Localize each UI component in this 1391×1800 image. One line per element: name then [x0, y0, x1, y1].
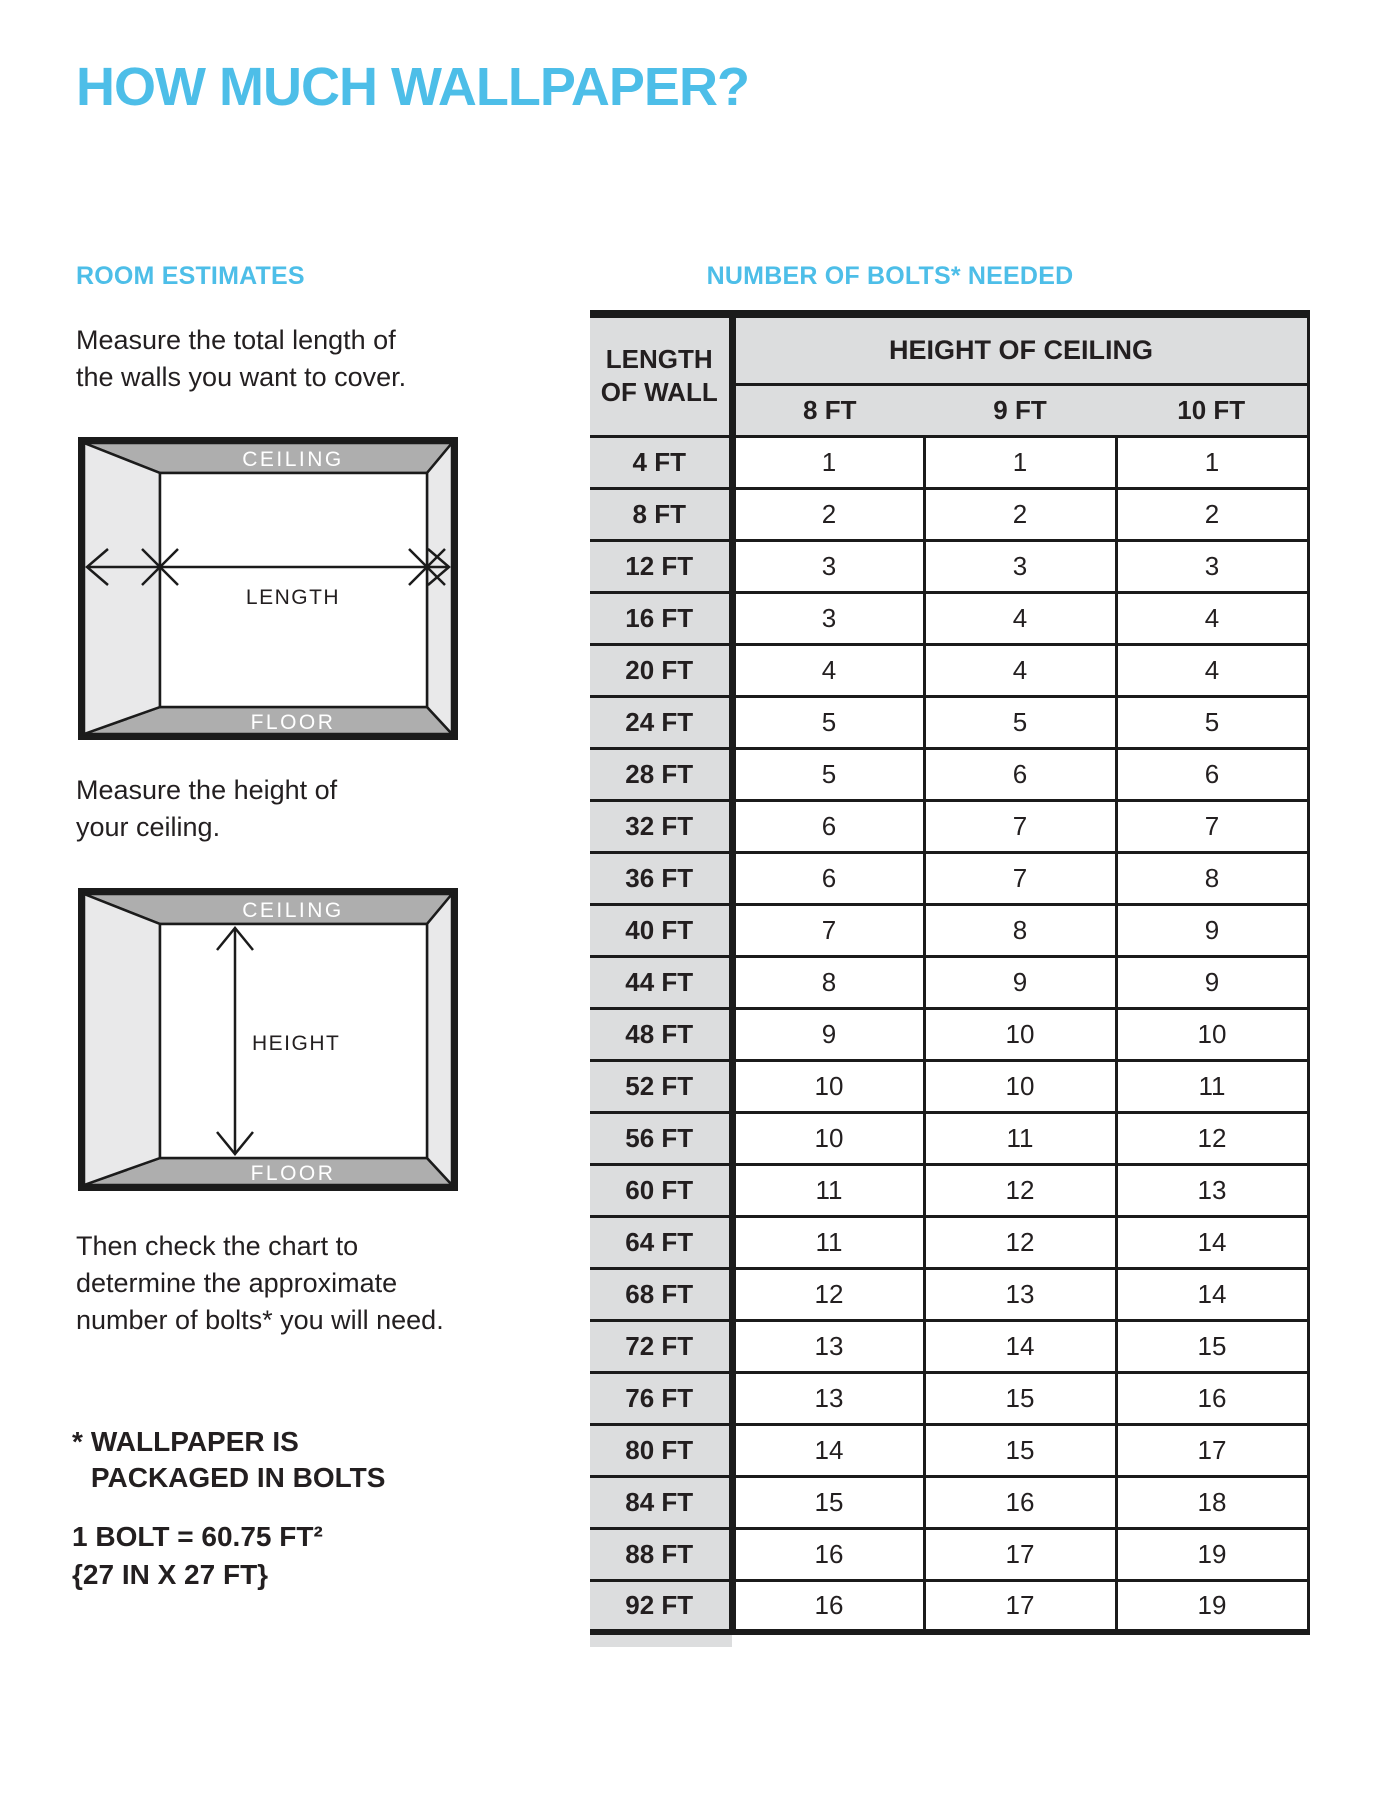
table-row — [590, 1528, 1308, 1580]
table-row — [590, 1424, 1308, 1476]
bolt-size-info — [72, 1518, 323, 1594]
table-row — [590, 1372, 1308, 1424]
table-row — [590, 904, 1308, 956]
bolt-count-cell: 12 — [732, 1268, 924, 1320]
section-heading-bolts-needed: NUMBER OF BOLTS* NEEDED — [706, 262, 1074, 290]
table-row — [590, 800, 1308, 852]
instruction-measure-length — [76, 322, 406, 396]
table-row — [590, 748, 1308, 800]
room-length-diagram — [78, 437, 458, 745]
wall-length-label: 88 FT — [590, 1528, 732, 1580]
bolt-count-cell: 6 — [732, 852, 924, 904]
bolt-count-cell: 12 — [924, 1164, 1116, 1216]
asterisk: * — [72, 1426, 83, 1457]
table-row — [590, 1580, 1308, 1632]
text-line: the walls you want to cover. — [76, 362, 407, 392]
wall-length-label: 60 FT — [590, 1164, 732, 1216]
table-row — [590, 1164, 1308, 1216]
table-row — [590, 540, 1308, 592]
wall-length-label: 44 FT — [590, 956, 732, 1008]
bolt-count-cell: 10 — [924, 1008, 1116, 1060]
bolt-count-cell: 2 — [1116, 488, 1308, 540]
bolt-count-cell: 6 — [924, 748, 1116, 800]
bolt-count-cell: 4 — [924, 592, 1116, 644]
bolt-count-cell: 13 — [924, 1268, 1116, 1320]
bolt-count-cell: 1 — [1116, 436, 1308, 488]
table-row — [590, 1112, 1308, 1164]
wall-length-label: 48 FT — [590, 1008, 732, 1060]
height-label: HEIGHT — [252, 1032, 341, 1055]
text-line: number of bolts* you will need. — [76, 1305, 444, 1335]
bolt-count-cell: 17 — [924, 1528, 1116, 1580]
ceiling-label: CEILING — [242, 899, 344, 922]
room-height-illustration — [78, 888, 458, 1191]
wall-length-label: 40 FT — [590, 904, 732, 956]
bolt-count-cell: 11 — [1116, 1060, 1308, 1112]
bolt-count-cell: 3 — [732, 540, 924, 592]
bolt-count-cell: 5 — [732, 696, 924, 748]
bolt-count-cell: 7 — [732, 904, 924, 956]
bolt-count-cell: 4 — [1116, 644, 1308, 696]
floor-label: FLOOR — [250, 1162, 336, 1185]
wall-length-label: 16 FT — [590, 592, 732, 644]
table-row — [590, 488, 1308, 540]
col-header-10ft: 10 FT — [1116, 384, 1308, 436]
bolt-count-cell: 5 — [1116, 696, 1308, 748]
wall-length-label: 80 FT — [590, 1424, 732, 1476]
bolt-count-cell: 7 — [1116, 800, 1308, 852]
table-row — [590, 1476, 1308, 1528]
bolt-count-cell: 16 — [732, 1528, 924, 1580]
bolt-count-cell: 3 — [924, 540, 1116, 592]
table-row — [590, 592, 1308, 644]
bolt-count-cell: 16 — [1116, 1372, 1308, 1424]
bolt-count-cell: 3 — [1116, 540, 1308, 592]
bolt-count-cell: 17 — [1116, 1424, 1308, 1476]
bolt-count-cell: 15 — [1116, 1320, 1308, 1372]
bolt-count-cell: 1 — [732, 436, 924, 488]
bolt-count-cell: 5 — [732, 748, 924, 800]
bolt-count-cell: 10 — [924, 1060, 1116, 1112]
bolt-count-cell: 18 — [1116, 1476, 1308, 1528]
table-row — [590, 852, 1308, 904]
wall-length-label: 8 FT — [590, 488, 732, 540]
text-line: your ceiling. — [76, 812, 221, 842]
bolt-count-cell: 8 — [924, 904, 1116, 956]
bolt-count-cell: 4 — [732, 644, 924, 696]
bolts-footnote — [72, 1424, 385, 1496]
ceiling-label: CEILING — [242, 448, 344, 471]
bolt-count-cell: 9 — [1116, 904, 1308, 956]
bolt-count-cell: 8 — [732, 956, 924, 1008]
bolt-count-cell: 9 — [732, 1008, 924, 1060]
wall-length-label: 32 FT — [590, 800, 732, 852]
bolt-count-cell: 1 — [924, 436, 1116, 488]
bolt-count-cell: 4 — [1116, 592, 1308, 644]
footnote-line: PACKAGED IN BOLTS — [90, 1462, 386, 1493]
header-line: OF WALL — [600, 377, 718, 408]
table-left-column-stub — [590, 1635, 732, 1647]
bolts-table-container — [590, 310, 1310, 1647]
bolt-count-cell: 5 — [924, 696, 1116, 748]
bolt-count-cell: 2 — [732, 488, 924, 540]
bolt-count-cell: 15 — [924, 1424, 1116, 1476]
bolt-count-cell: 3 — [732, 592, 924, 644]
bolt-count-cell: 6 — [1116, 748, 1308, 800]
header-line: LENGTH — [605, 344, 713, 375]
wall-length-label: 24 FT — [590, 696, 732, 748]
text-line: Measure the height of — [76, 775, 338, 805]
col-header-length-of-wall — [590, 314, 732, 436]
wall-length-label: 28 FT — [590, 748, 732, 800]
table-row — [590, 1216, 1308, 1268]
text-line: Measure the total length of — [76, 325, 396, 355]
bolt-count-cell: 17 — [924, 1580, 1116, 1632]
room-height-diagram — [78, 888, 458, 1196]
wall-length-label: 84 FT — [590, 1476, 732, 1528]
bolt-count-cell: 14 — [732, 1424, 924, 1476]
table-row — [590, 956, 1308, 1008]
bolt-count-cell: 11 — [924, 1112, 1116, 1164]
right-wall-surface — [427, 894, 452, 1185]
wall-length-label: 72 FT — [590, 1320, 732, 1372]
col-header-8ft: 8 FT — [732, 384, 924, 436]
bolt-count-cell: 12 — [1116, 1112, 1308, 1164]
wall-length-label: 76 FT — [590, 1372, 732, 1424]
table-row — [590, 1060, 1308, 1112]
instruction-measure-height — [76, 772, 337, 846]
bolt-count-cell: 16 — [732, 1580, 924, 1632]
bolt-count-cell: 7 — [924, 800, 1116, 852]
bolt-count-cell: 14 — [924, 1320, 1116, 1372]
bolt-count-cell: 16 — [924, 1476, 1116, 1528]
table-row — [590, 644, 1308, 696]
left-wall-surface — [84, 443, 160, 734]
left-wall-surface — [84, 894, 160, 1185]
text-line: determine the approximate — [76, 1268, 398, 1298]
table-row — [590, 696, 1308, 748]
bolt-count-cell: 10 — [732, 1060, 924, 1112]
wall-length-label: 12 FT — [590, 540, 732, 592]
wall-length-label: 20 FT — [590, 644, 732, 696]
bolt-count-cell: 10 — [732, 1112, 924, 1164]
col-group-header-height-of-ceiling: HEIGHT OF CEILING — [732, 314, 1308, 384]
bolt-count-cell: 10 — [1116, 1008, 1308, 1060]
bolt-count-cell: 9 — [1116, 956, 1308, 1008]
table-row — [590, 1008, 1308, 1060]
bolt-count-cell: 13 — [1116, 1164, 1308, 1216]
bolt-count-cell: 13 — [732, 1372, 924, 1424]
bolt-count-cell: 7 — [924, 852, 1116, 904]
length-label: LENGTH — [245, 586, 341, 609]
bolt-count-cell: 9 — [924, 956, 1116, 1008]
bolt-count-cell: 19 — [1116, 1580, 1308, 1632]
bolt-count-cell: 11 — [732, 1164, 924, 1216]
bolt-count-cell: 4 — [924, 644, 1116, 696]
room-length-illustration — [78, 437, 458, 740]
wall-length-label: 64 FT — [590, 1216, 732, 1268]
bolt-count-cell: 13 — [732, 1320, 924, 1372]
wall-length-label: 92 FT — [590, 1580, 732, 1632]
page-title: HOW MUCH WALLPAPER? — [76, 57, 749, 117]
bolt-table-body — [590, 436, 1308, 1632]
col-header-9ft: 9 FT — [924, 384, 1116, 436]
instruction-check-chart — [76, 1228, 444, 1339]
right-wall-surface — [427, 443, 452, 734]
bolt-count-cell: 6 — [732, 800, 924, 852]
section-heading-room-estimates: ROOM ESTIMATES — [76, 262, 305, 290]
floor-label: FLOOR — [250, 711, 336, 734]
bolt-count-cell: 15 — [732, 1476, 924, 1528]
bolt-count-cell: 15 — [924, 1372, 1116, 1424]
bolt-count-cell: 12 — [924, 1216, 1116, 1268]
bolt-count-cell: 2 — [924, 488, 1116, 540]
table-row — [590, 1268, 1308, 1320]
wall-length-label: 68 FT — [590, 1268, 732, 1320]
bolt-dimensions: {27 IN X 27 FT} — [72, 1559, 269, 1590]
wall-length-label: 52 FT — [590, 1060, 732, 1112]
wall-length-label: 4 FT — [590, 436, 732, 488]
bolt-count-cell: 19 — [1116, 1528, 1308, 1580]
bolt-count-cell: 14 — [1116, 1268, 1308, 1320]
wall-length-label: 56 FT — [590, 1112, 732, 1164]
table-row — [590, 436, 1308, 488]
table-row — [590, 1320, 1308, 1372]
wall-length-label: 36 FT — [590, 852, 732, 904]
bolts-needed-table — [590, 310, 1310, 1635]
footnote-line: WALLPAPER IS — [90, 1426, 299, 1457]
bolt-count-cell: 11 — [732, 1216, 924, 1268]
bolt-count-cell: 8 — [1116, 852, 1308, 904]
bolt-count-cell: 14 — [1116, 1216, 1308, 1268]
text-line: Then check the chart to — [76, 1231, 359, 1261]
bolt-equation: 1 BOLT = 60.75 FT² — [72, 1521, 323, 1552]
